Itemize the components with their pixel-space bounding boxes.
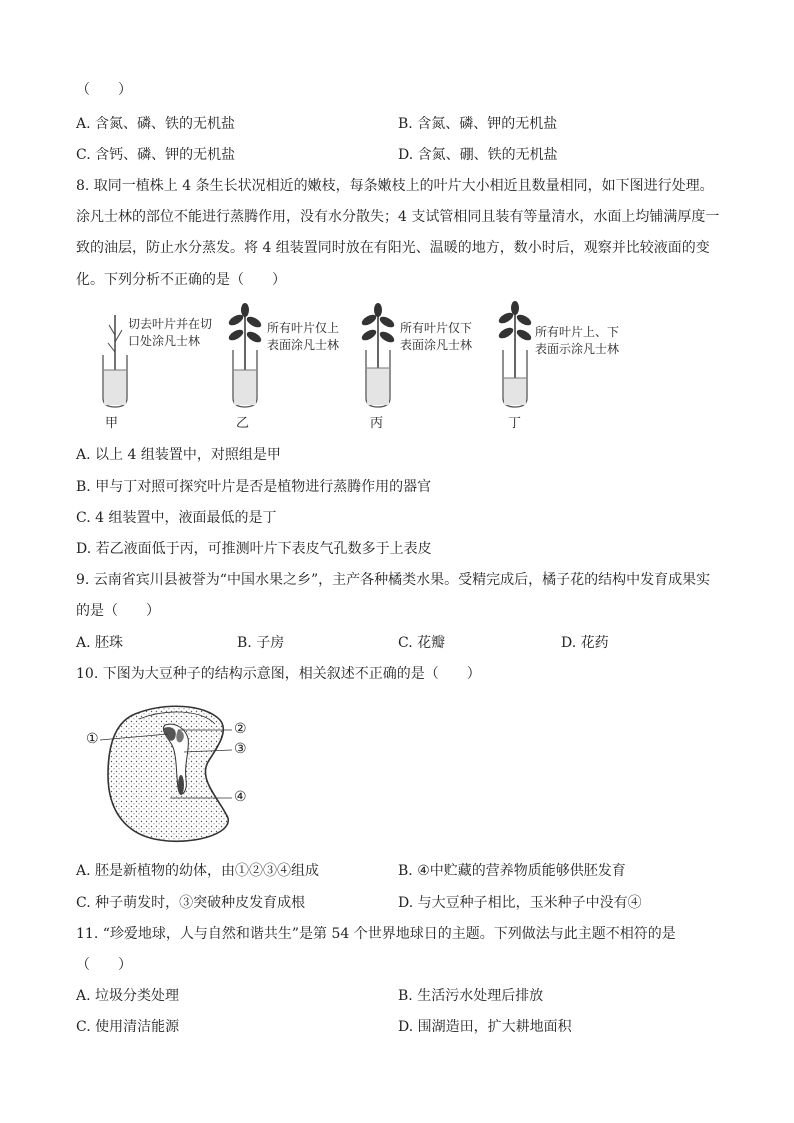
q10-option-c: C. 种子萌发时，③突破种皮发育成根 <box>76 895 306 911</box>
tube-yi-caption-line-2: 表面涂凡士林 <box>267 338 340 352</box>
q8-stem-line-2: 涂凡士林的部位不能进行蒸腾作用，没有水分散失；4 支试管相同且装有等量清水，水面上均铺满厚度一 <box>76 209 720 225</box>
tube-ding-label: 丁 <box>508 416 522 431</box>
q8-stem-line-3: 致的油层，防止水分蒸发。将 4 组装置同时放在有阳光、温暖的地方，数小时后，观察并比较液面的变 <box>76 240 710 256</box>
seed-label-1: ① <box>86 731 99 747</box>
q9-option-b: B. 子房 <box>237 635 285 651</box>
q9-option-c: C. 花瓣 <box>398 635 446 651</box>
q11-option-b: B. 生活污水处理后排放 <box>398 988 544 1004</box>
q9-stem-line-2: 的是（ ） <box>76 603 160 619</box>
q10-option-a: A. 胚是新植物的幼体，由①②③④组成 <box>76 863 320 879</box>
tube-jia-label: 甲 <box>105 416 119 431</box>
q7-answer-blank: （ ） <box>76 82 132 98</box>
q9-stem-line-1: 9. 云南省宾川县被誉为“中国水果之乡”，主产各种橘类水果。受精完成后，橘子花的结构中发育成果实 <box>76 572 711 588</box>
tube-bing-caption-line-2: 表面涂凡士林 <box>400 338 473 352</box>
tube-jia-caption-line-1: 切去叶片并在切 <box>128 317 213 331</box>
tube-yi-illustration <box>225 300 265 410</box>
q7-option-b: B. 含氮、磷、钾的无机盐 <box>398 116 558 132</box>
q10-option-b: B. ④中贮藏的营养物质能够供胚发育 <box>398 863 626 879</box>
q7-option-d: D. 含氮、硼、铁的无机盐 <box>398 147 558 163</box>
tube-yi-label: 乙 <box>236 416 250 431</box>
tube-bing-label: 丙 <box>370 416 384 431</box>
tube-ding-caption-line-2: 表面示涂凡士林 <box>535 342 620 356</box>
tube-bing-caption-line-1: 所有叶片仅下 <box>400 321 473 335</box>
q11-option-d: D. 围湖造田，扩大耕地面积 <box>398 1019 572 1035</box>
q8-option-b: B. 甲与丁对照可探究叶片是否是植物进行蒸腾作用的器官 <box>76 479 432 495</box>
q9-option-d: D. 花药 <box>561 635 609 651</box>
q8-option-c: C. 4 组装置中，液面最低的是丁 <box>76 510 277 526</box>
q8-option-d: D. 若乙液面低于丙，可推测叶片下表皮气孔数多于上表皮 <box>76 541 432 557</box>
tube-ding-caption-line-1: 所有叶片上、下 <box>535 325 620 339</box>
seed-label-3: ③ <box>234 741 247 757</box>
q11-stem: 11. “珍爱地球，人与自然和谐共生”是第 54 个世界地球日的主题。下列做法与此主题不相符的是 <box>76 926 676 942</box>
q10-stem: 10. 下图为大豆种子的结构示意图，相关叙述不正确的是（ ） <box>76 666 481 682</box>
q10-option-d: D. 与大豆种子相比，玉米种子中没有④ <box>398 895 642 911</box>
q11-option-a: A. 垃圾分类处理 <box>76 988 180 1004</box>
tube-yi-caption-line-1: 所有叶片仅上 <box>267 321 340 335</box>
q8-option-a: A. 以上 4 组装置中，对照组是甲 <box>76 447 281 463</box>
tube-bing-illustration <box>358 300 398 410</box>
q9-option-a: A. 胚珠 <box>76 635 124 651</box>
seed-label-2: ② <box>234 721 247 737</box>
q11-option-c: C. 使用清洁能源 <box>76 1019 180 1035</box>
q8-stem-line-4: 化。下列分析不正确的是（ ） <box>76 272 286 288</box>
q8-figure <box>90 300 650 435</box>
q8-stem-line-1: 8. 取同一植株上 4 条生长状况相近的嫩枝，每条嫩枝上的叶片大小相近且数量相同，如下图进行处理。 <box>76 178 714 194</box>
q7-option-a: A. 含氮、磷、铁的无机盐 <box>76 116 236 132</box>
q7-option-c: C. 含钙、磷、钾的无机盐 <box>76 147 236 163</box>
tube-ding-illustration <box>495 300 535 410</box>
seed-label-4: ④ <box>234 789 247 805</box>
tube-jia-caption-line-2: 口处涂凡士林 <box>128 334 201 348</box>
q11-answer-blank: （ ） <box>76 957 132 973</box>
